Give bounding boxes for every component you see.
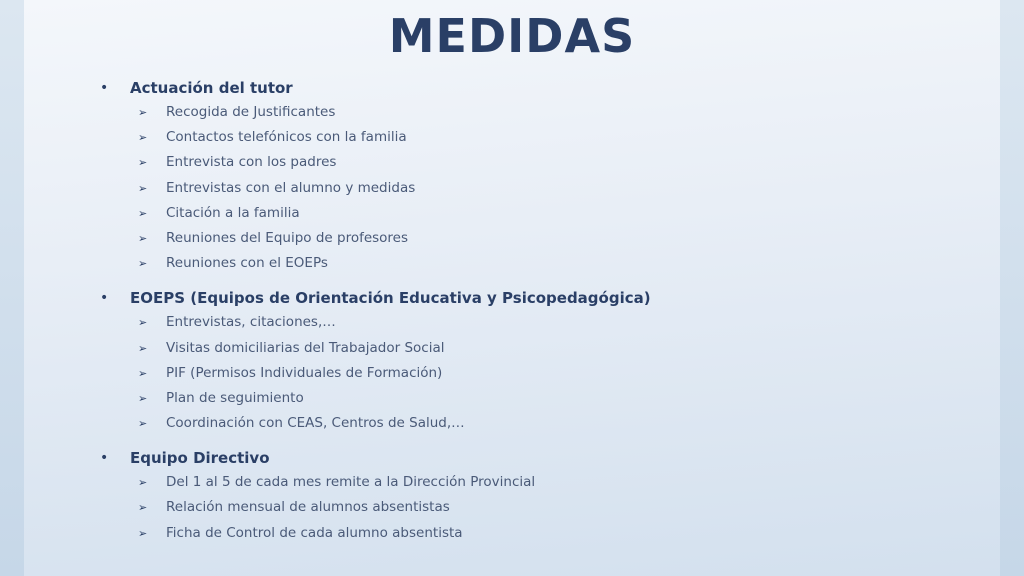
arrow-bullet-icon: ➢: [138, 341, 148, 355]
arrow-bullet-icon: ➢: [138, 181, 148, 195]
section-spacer: [100, 276, 980, 286]
section-spacer: [100, 436, 980, 446]
list-item-text: Plan de seguimiento: [166, 389, 304, 406]
arrow-bullet-icon: ➢: [138, 231, 148, 245]
arrow-bullet-icon: ➢: [138, 131, 148, 145]
section-heading: EOEPS (Equipos de Orientación Educativa y Psicopedagógica): [130, 289, 651, 308]
list-item-text: Reuniones con el EOEPs: [166, 255, 328, 272]
arrow-bullet-icon: ➢: [138, 316, 148, 330]
list-item: [100, 125, 980, 150]
item-list: [100, 310, 980, 436]
section-eoeps: [100, 286, 980, 436]
section-heading-row: [100, 76, 980, 100]
list-item: [100, 176, 980, 201]
bullet-icon: •: [100, 80, 109, 96]
slide-content: [100, 76, 980, 546]
list-item-text: PIF (Permisos Individuales de Formación): [166, 364, 443, 381]
list-item-text: Entrevista con los padres: [166, 154, 337, 171]
slide-right-edge: [1000, 0, 1024, 576]
section-heading-row: [100, 286, 980, 310]
arrow-bullet-icon: ➢: [138, 366, 148, 380]
list-item: [100, 201, 980, 226]
list-item-text: Entrevistas, citaciones,…: [166, 314, 336, 331]
item-list: [100, 100, 980, 276]
item-list: [100, 470, 980, 546]
list-item-text: Ficha de Control de cada alumno absentista: [166, 524, 463, 541]
arrow-bullet-icon: ➢: [138, 106, 148, 119]
list-item: [100, 251, 980, 276]
list-item: [100, 470, 980, 495]
section-heading: Equipo Directivo: [130, 449, 270, 468]
list-item: [100, 310, 980, 335]
list-item: [100, 150, 980, 175]
list-item-text: Citación a la familia: [166, 204, 300, 221]
list-item: [100, 411, 980, 436]
arrow-bullet-icon: ➢: [138, 526, 148, 540]
arrow-bullet-icon: ➢: [138, 257, 148, 271]
bullet-icon: •: [100, 450, 109, 467]
section-heading-row: [100, 446, 980, 470]
list-item: [100, 521, 980, 546]
page-title: MEDIDAS: [388, 9, 636, 63]
list-item-text: Visitas domiciliarias del Trabajador Social: [166, 339, 445, 356]
arrow-bullet-icon: ➢: [138, 156, 148, 170]
list-item-text: Relación mensual de alumnos absentistas: [166, 499, 450, 516]
list-item-text: Del 1 al 5 de cada mes remite a la Dirección Provincial: [166, 474, 536, 491]
list-item: [100, 226, 980, 251]
list-item: [100, 100, 980, 125]
list-item: [100, 495, 980, 520]
section-equipo-directivo: [100, 446, 980, 546]
list-item: [100, 361, 980, 386]
list-item-text: Entrevistas con el alumno y medidas: [166, 179, 416, 196]
list-item-text: Reuniones del Equipo de profesores: [166, 229, 409, 246]
list-item: [100, 386, 980, 411]
list-item: [100, 336, 980, 361]
list-item-text: Coordinación con CEAS, Centros de Salud,…: [166, 415, 465, 432]
list-item-text: Recogida de Justificantes: [166, 104, 336, 120]
section-heading: Actuación del tutor: [130, 79, 293, 97]
list-item-text: Contactos telefónicos con la familia: [166, 129, 407, 146]
section-actuacion-tutor: [100, 76, 980, 276]
slide-left-edge: [0, 0, 24, 576]
arrow-bullet-icon: ➢: [138, 206, 148, 220]
arrow-bullet-icon: ➢: [138, 391, 148, 405]
arrow-bullet-icon: ➢: [138, 476, 148, 490]
arrow-bullet-icon: ➢: [138, 417, 148, 431]
arrow-bullet-icon: ➢: [138, 501, 148, 515]
bullet-icon: •: [100, 290, 109, 307]
